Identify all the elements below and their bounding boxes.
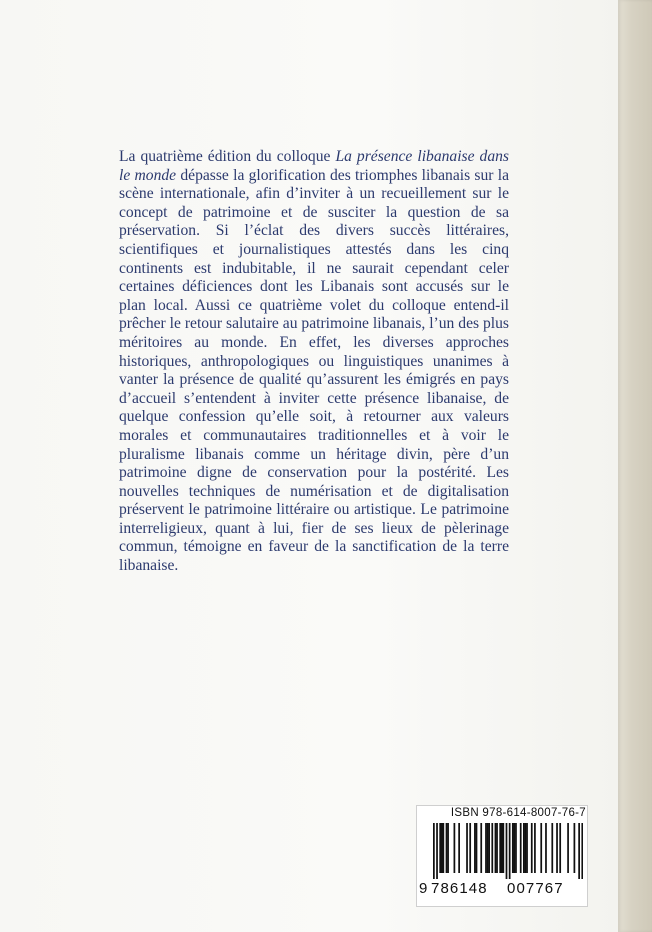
barcode-bar: [515, 823, 517, 873]
barcode-bar: [578, 823, 580, 879]
barcode-bar: [495, 823, 497, 873]
barcode-bar: [534, 823, 536, 873]
barcode-bar: [487, 823, 489, 873]
barcode-bar: [447, 823, 449, 873]
barcode-bar: [512, 823, 514, 873]
barcode-bar: [454, 823, 456, 873]
isbn-barcode: [433, 823, 583, 879]
barcode-bar: [496, 823, 498, 873]
book-spine-edge: [618, 0, 652, 932]
blurb-intro: La quatrième édition du colloque: [119, 148, 336, 165]
back-cover-blurb: [119, 148, 509, 576]
barcode-bar: [469, 823, 471, 873]
colloquium-title: La présence libanaise dans le monde: [119, 148, 510, 184]
barcode-bar: [458, 823, 460, 873]
barcode-bar: [488, 823, 490, 873]
blurb-body: dépasse la glorification des triomphes libanais sur la scène internationale, afin d’inviter à un recueillement sur le concept de patrimoine et de susciter la question de sa préservation. Si l’éclat des divers succès littéraires, scientifiques et journalistiques attestés dans les cinq continents est indubitable, il ne saurait cependant celer certaines déficiences dont les Libanais sont accusés sur le plan local. Aussi ce quatrième volet du colloque entend-il prêcher le retour salutaire au patrimoine libanais, l’un des plus méritoires au monde. En effet, les diverses approches historiques, anthropologiques ou linguistiques unanimes à vanter la présence de qualité qu’assurent les émigrés en pays d’accueil s’entendent à inviter cette présence libanaise, de quelque confession qu’elle soit, à retourner aux valeurs morales et communautaires traditionnelles et à voir le pluralisme libanais comme un héritage divin, père d’un patrimoine digne de conservation pour la postérité. Les nouvelles techniques de numérisation et de digitalisation préservent le patrimoine littéraire ou artistique. Le patrimoine interreligieux, quant à lui, fier de ses lieux de pèlerinage commun, témoigne en faveur de la sanctification de la terre libanaise.: [119, 166, 509, 575]
barcode-bar: [556, 823, 558, 873]
barcode-bar: [446, 823, 448, 873]
barcode-bar: [581, 823, 583, 879]
barcode-bar: [559, 823, 561, 873]
barcode-bar: [525, 823, 527, 873]
barcode-first-digit: 9: [419, 880, 429, 897]
barcode-bar: [506, 823, 508, 879]
barcode-bar: [491, 823, 493, 873]
barcode-bar: [441, 823, 443, 873]
barcode-bar: [442, 823, 444, 873]
barcode-bar: [476, 823, 478, 873]
barcode-bar: [499, 823, 501, 873]
barcode-bar: [531, 823, 533, 873]
barcode-bar: [567, 823, 569, 873]
barcode-bar: [551, 823, 553, 873]
barcode-bar: [523, 823, 525, 873]
barcode-bar: [574, 823, 576, 873]
barcode-bar: [474, 823, 476, 873]
barcode-bar: [501, 823, 503, 873]
barcode-bar: [520, 823, 522, 873]
barcode-bar: [485, 823, 487, 873]
barcode-bar: [502, 823, 504, 873]
barcode-bar: [545, 823, 547, 873]
barcode-bar: [436, 823, 438, 879]
barcode-left-digits: 786148: [431, 880, 488, 897]
barcode-bar: [466, 823, 468, 873]
isbn-label: ISBN 978-614-8007-76-7: [450, 807, 586, 819]
barcode-bar: [509, 823, 511, 879]
barcode-bar: [514, 823, 516, 873]
barcode-right-digits: 007767: [507, 880, 564, 897]
barcode-bar: [433, 823, 435, 879]
barcode-bar: [540, 823, 542, 873]
barcode-bar: [439, 823, 441, 873]
barcode-bar: [526, 823, 528, 873]
barcode-bar: [480, 823, 482, 873]
